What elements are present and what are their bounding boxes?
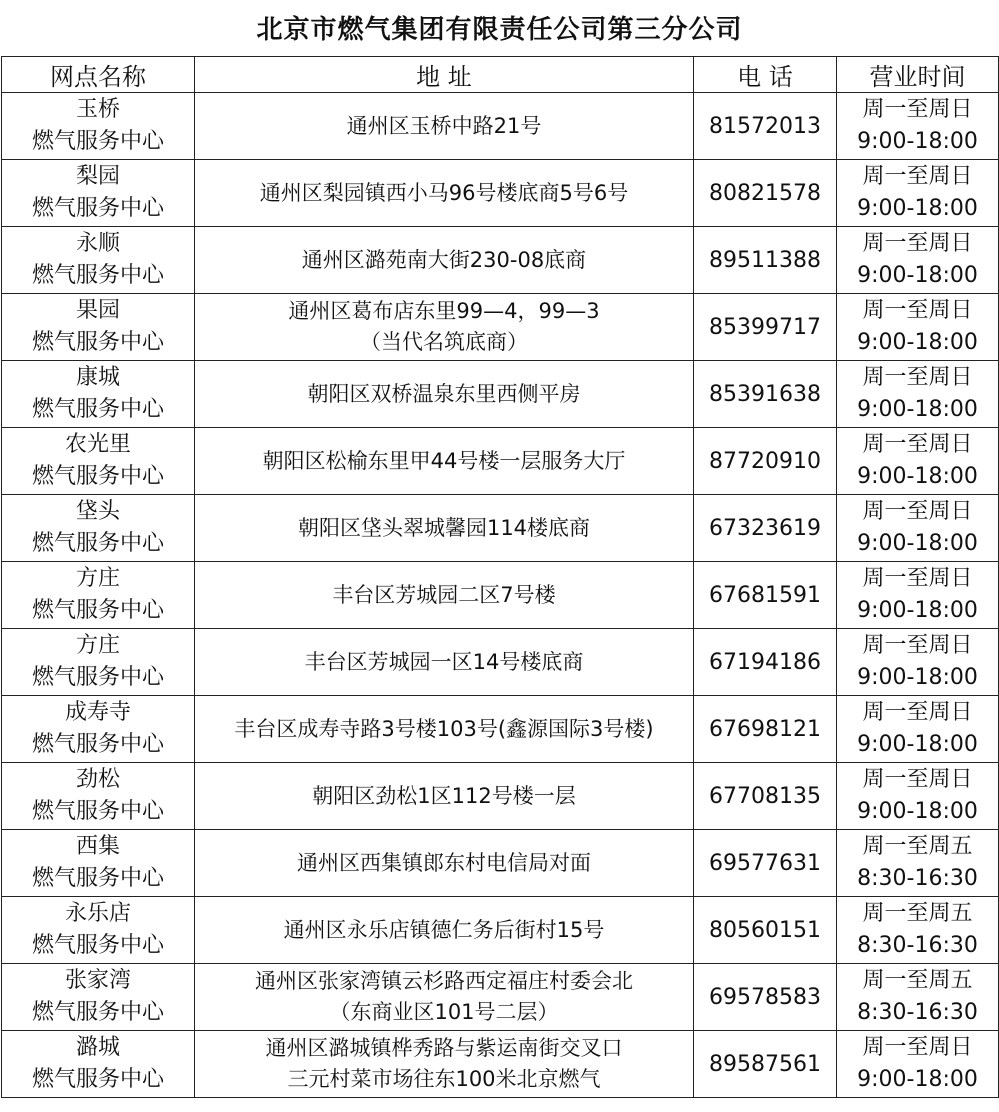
address-cell <box>195 428 694 495</box>
business-time: 9:00-18:00 <box>857 732 978 757</box>
center-name: 农光里 <box>64 432 131 457</box>
business-days: 周一至周日 <box>862 365 973 390</box>
center-name: 永顺 <box>75 231 120 256</box>
address-line-1: 通州区葛布店东里99—4，99—3 <box>288 299 600 323</box>
hours-cell <box>837 1031 999 1098</box>
business-time: 9:00-18:00 <box>857 129 978 154</box>
center-name: 方庄 <box>75 566 120 591</box>
center-type: 燃气服务中心 <box>31 732 164 757</box>
address-line-2: （当代名筑底商） <box>360 330 528 354</box>
business-time: 9:00-18:00 <box>857 464 978 489</box>
business-time: 9:00-18:00 <box>857 196 978 221</box>
phone-cell <box>694 897 837 964</box>
phone-number: 85391638 <box>709 381 821 407</box>
center-name-cell <box>2 160 195 227</box>
center-name-cell <box>2 227 195 294</box>
phone-number: 80560151 <box>709 917 821 943</box>
business-time: 8:30-16:30 <box>857 866 978 891</box>
phone-cell <box>694 294 837 361</box>
center-name: 果园 <box>75 298 120 323</box>
hours-cell <box>837 227 999 294</box>
center-name-cell <box>2 495 195 562</box>
phone-number: 69578583 <box>709 984 821 1010</box>
phone-number: 69577631 <box>709 850 821 876</box>
center-type: 燃气服务中心 <box>31 933 164 958</box>
phone-cell <box>694 160 837 227</box>
address-line-1: 通州区西集镇郎东村电信局对面 <box>297 850 591 875</box>
page-title: 北京市燃气集团有限责任公司第三分公司 <box>256 15 743 45</box>
center-type: 燃气服务中心 <box>31 531 164 556</box>
address-cell <box>195 897 694 964</box>
center-name-cell <box>2 294 195 361</box>
service-center-table <box>1 56 999 1098</box>
table-header-row <box>2 57 999 93</box>
address-line-1: 通州区永乐店镇德仁务后街村15号 <box>283 917 605 942</box>
table-row <box>2 629 999 696</box>
center-name-cell <box>2 562 195 629</box>
address-cell <box>195 160 694 227</box>
address-line-1: 丰台区成寿寺路3号楼103号(鑫源国际3号楼) <box>234 716 654 741</box>
hours-cell <box>837 696 999 763</box>
center-name: 成寿寺 <box>64 700 131 725</box>
business-days: 周一至周日 <box>862 231 973 256</box>
center-name-cell <box>2 1031 195 1098</box>
center-name: 康城 <box>75 365 120 390</box>
center-type: 燃气服务中心 <box>31 263 164 288</box>
phone-cell <box>694 763 837 830</box>
hours-cell <box>837 361 999 428</box>
phone-number: 67708135 <box>709 783 821 809</box>
center-name: 永乐店 <box>64 901 131 926</box>
phone-cell <box>694 227 837 294</box>
table-row <box>2 964 999 1031</box>
table-row <box>2 93 999 160</box>
phone-cell <box>694 964 837 1031</box>
center-name-cell <box>2 696 195 763</box>
center-name-cell <box>2 763 195 830</box>
address-cell <box>195 93 694 160</box>
table-row <box>2 495 999 562</box>
address-cell <box>195 964 694 1031</box>
hours-cell <box>837 93 999 160</box>
business-time: 9:00-18:00 <box>857 531 978 556</box>
table-body <box>2 93 999 1098</box>
address-cell <box>195 562 694 629</box>
header-name: 网点名称 <box>2 57 195 93</box>
table-row <box>2 830 999 897</box>
table-row <box>2 763 999 830</box>
business-time: 8:30-16:30 <box>857 933 978 958</box>
phone-cell <box>694 830 837 897</box>
phone-cell <box>694 495 837 562</box>
table-row <box>2 428 999 495</box>
business-time: 9:00-18:00 <box>857 397 978 422</box>
center-name: 方庄 <box>75 633 120 658</box>
address-line-1: 通州区玉桥中路21号 <box>346 113 542 138</box>
center-name: 玉桥 <box>75 97 120 122</box>
center-name: 垡头 <box>75 499 120 524</box>
center-type: 燃气服务中心 <box>31 464 164 489</box>
header-phone: 电 话 <box>694 57 837 93</box>
center-type: 燃气服务中心 <box>31 665 164 690</box>
phone-number: 80821578 <box>709 180 821 206</box>
business-days: 周一至周五 <box>862 901 973 926</box>
address-cell <box>195 629 694 696</box>
center-name: 张家湾 <box>64 968 131 993</box>
center-name-cell <box>2 897 195 964</box>
hours-cell <box>837 294 999 361</box>
center-name-cell <box>2 830 195 897</box>
address-cell <box>195 227 694 294</box>
table-row <box>2 897 999 964</box>
center-name-cell <box>2 964 195 1031</box>
business-days: 周一至周日 <box>862 432 973 457</box>
hours-cell <box>837 562 999 629</box>
address-cell <box>195 1031 694 1098</box>
hours-cell <box>837 763 999 830</box>
phone-number: 67323619 <box>709 515 821 541</box>
center-name: 潞城 <box>75 1035 120 1060</box>
hours-cell <box>837 629 999 696</box>
business-days: 周一至周日 <box>862 1035 973 1060</box>
center-name-cell <box>2 428 195 495</box>
phone-number: 85399717 <box>709 314 821 340</box>
business-time: 9:00-18:00 <box>857 1067 978 1092</box>
address-cell <box>195 830 694 897</box>
business-days: 周一至周日 <box>862 633 973 658</box>
center-name-cell <box>2 93 195 160</box>
table-row <box>2 227 999 294</box>
phone-number: 89587561 <box>709 1051 821 1077</box>
center-type: 燃气服务中心 <box>31 129 164 154</box>
business-time: 9:00-18:00 <box>857 330 978 355</box>
center-type: 燃气服务中心 <box>31 799 164 824</box>
address-line-1: 朝阳区垡头翠城馨园114楼底商 <box>297 515 591 540</box>
center-name-cell <box>2 629 195 696</box>
phone-number: 67698121 <box>709 716 821 742</box>
phone-number: 87720910 <box>709 448 821 474</box>
phone-cell <box>694 629 837 696</box>
table-row <box>2 361 999 428</box>
phone-cell <box>694 428 837 495</box>
center-name-cell <box>2 361 195 428</box>
business-time: 8:30-16:30 <box>857 1000 978 1025</box>
address-cell <box>195 763 694 830</box>
center-name: 梨园 <box>75 164 120 189</box>
address-cell <box>195 696 694 763</box>
center-type: 燃气服务中心 <box>31 397 164 422</box>
address-cell <box>195 294 694 361</box>
address-cell <box>195 495 694 562</box>
hours-cell <box>837 897 999 964</box>
phone-number: 81572013 <box>709 113 821 139</box>
center-type: 燃气服务中心 <box>31 1067 164 1092</box>
business-time: 9:00-18:00 <box>857 598 978 623</box>
center-type: 燃气服务中心 <box>31 598 164 623</box>
phone-number: 89511388 <box>709 247 821 273</box>
phone-cell <box>694 93 837 160</box>
center-name: 西集 <box>75 834 120 859</box>
business-time: 9:00-18:00 <box>857 665 978 690</box>
address-line-1: 通州区梨园镇西小马96号楼底商5号6号 <box>259 180 629 205</box>
hours-cell <box>837 495 999 562</box>
hours-cell <box>837 830 999 897</box>
header-address: 地 址 <box>195 57 694 93</box>
table-row <box>2 294 999 361</box>
phone-cell <box>694 696 837 763</box>
phone-cell <box>694 361 837 428</box>
header-hours: 营业时间 <box>837 57 999 93</box>
hours-cell <box>837 160 999 227</box>
address-line-1: 通州区张家湾镇云杉路西定福庄村委会北 <box>255 969 633 993</box>
business-time: 9:00-18:00 <box>857 799 978 824</box>
hours-cell <box>837 964 999 1031</box>
address-line-1: 朝阳区双桥温泉东里西侧平房 <box>307 381 581 406</box>
business-days: 周一至周日 <box>862 566 973 591</box>
business-days: 周一至周日 <box>862 298 973 323</box>
center-type: 燃气服务中心 <box>31 196 164 221</box>
table-row <box>2 696 999 763</box>
business-days: 周一至周五 <box>862 834 973 859</box>
business-days: 周一至周日 <box>862 164 973 189</box>
address-line-1: 通州区潞城镇桦秀路与紫运南街交叉口 <box>265 1036 623 1060</box>
phone-number: 67681591 <box>709 582 821 608</box>
business-days: 周一至周日 <box>862 767 973 792</box>
table-row <box>2 562 999 629</box>
hours-cell <box>837 428 999 495</box>
center-type: 燃气服务中心 <box>31 1000 164 1025</box>
business-days: 周一至周日 <box>862 499 973 524</box>
center-name: 劲松 <box>75 767 120 792</box>
address-line-1: 朝阳区劲松1区112号楼一层 <box>312 783 576 808</box>
table-row <box>2 160 999 227</box>
center-type: 燃气服务中心 <box>31 866 164 891</box>
address-line-1: 通州区潞苑南大街230-08底商 <box>301 247 587 272</box>
business-days: 周一至周五 <box>862 968 973 993</box>
center-type: 燃气服务中心 <box>31 330 164 355</box>
address-line-2: （东商业区101号二层） <box>329 1000 559 1024</box>
business-time: 9:00-18:00 <box>857 263 978 288</box>
address-line-1: 丰台区芳城园一区14号楼底商 <box>304 649 584 674</box>
address-line-1: 丰台区芳城园二区7号楼 <box>332 582 556 607</box>
phone-cell <box>694 1031 837 1098</box>
business-days: 周一至周日 <box>862 700 973 725</box>
business-days: 周一至周日 <box>862 97 973 122</box>
address-line-2: 三元村菜市场往东100米北京燃气 <box>287 1067 601 1091</box>
phone-cell <box>694 562 837 629</box>
address-line-1: 朝阳区松榆东里甲44号楼一层服务大厅 <box>262 448 626 473</box>
address-cell <box>195 361 694 428</box>
table-row <box>2 1031 999 1098</box>
phone-number: 67194186 <box>709 649 821 675</box>
